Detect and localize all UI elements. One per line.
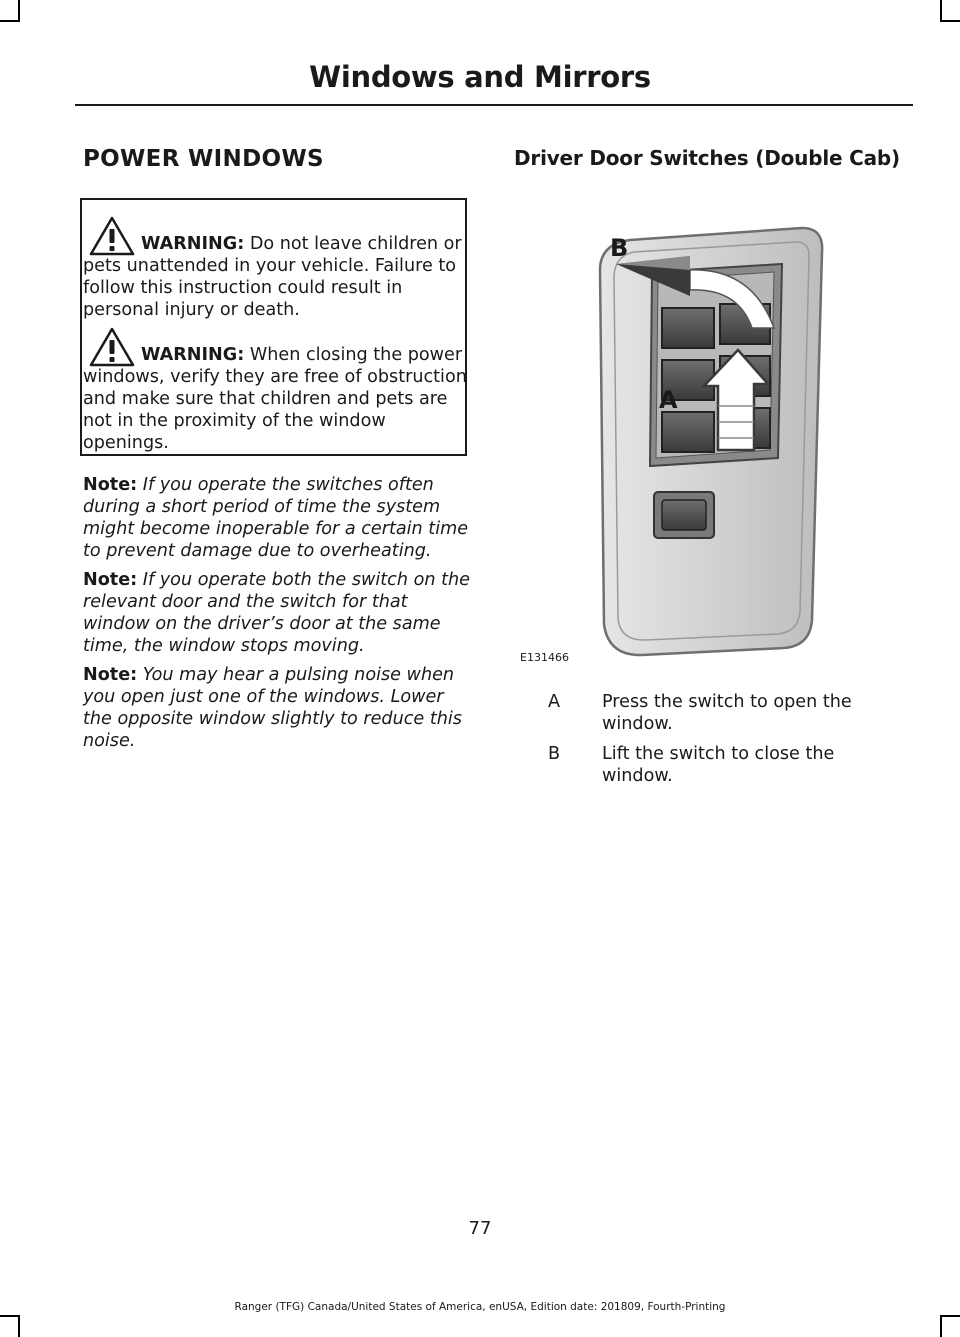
- warning-label: WARNING:: [141, 234, 245, 254]
- legend-text: Lift the switch to close the window.: [602, 744, 835, 786]
- crop-mark: [940, 1315, 960, 1317]
- header-rule: [75, 104, 913, 106]
- note-label: Note:: [83, 665, 138, 685]
- figure-section-title: Driver Door Switches (Double Cab): [514, 146, 900, 170]
- figure-code: E131466: [520, 651, 569, 664]
- crop-mark: [0, 1315, 20, 1317]
- page-footer: Ranger (TFG) Canada/United States of America, enUSA, Edition date: 201809, Fourth-Printing: [234, 1301, 726, 1313]
- crop-mark: [0, 20, 20, 22]
- crop-mark: [18, 0, 20, 22]
- note-2: [83, 569, 475, 657]
- note-label: Note:: [83, 475, 138, 495]
- note-label: Note:: [83, 570, 138, 590]
- note-text: If you operate the switches often during a short period of time the system might become inoperable for a certain time to prevent damage due to overheating.: [83, 475, 469, 561]
- note-text: You may hear a pulsing noise when you open just one of the windows. Lower the opposite window slightly to reduce this noise.: [83, 665, 462, 751]
- note-text: If you operate both the switch on the relevant door and the switch for that window on the driver’s door at the same time, the window stops moving.: [83, 570, 470, 656]
- warning-text: When closing the power windows, verify they are free of obstruction and make sure that children and pets are not in the proximity of the window openings.: [83, 345, 467, 453]
- legend-text: Press the switch to open the window.: [602, 692, 852, 734]
- driver-door-switch-illustration: [512, 200, 912, 670]
- page-header-title: Windows and Mirrors: [309, 60, 651, 94]
- crop-mark: [940, 1315, 942, 1337]
- note-3: [83, 664, 475, 752]
- page-number: 77: [468, 1218, 492, 1239]
- crop-mark: [940, 20, 960, 22]
- warning-1: [83, 233, 469, 321]
- section-title: POWER WINDOWS: [83, 146, 324, 172]
- crop-mark: [18, 1315, 20, 1337]
- warning-text: Do not leave children or pets unattended in your vehicle. Failure to follow this instruction could result in personal injury or death.: [83, 234, 462, 320]
- callout-b: B: [610, 234, 629, 262]
- warning-triangle-icon: [89, 327, 135, 367]
- warning-triangle-icon: [89, 216, 135, 256]
- warning-label: WARNING:: [141, 345, 245, 365]
- legend-key: A: [548, 692, 561, 712]
- crop-mark: [940, 0, 942, 22]
- note-1: [83, 474, 475, 562]
- warning-2: [83, 344, 469, 454]
- callout-a: A: [659, 386, 678, 414]
- legend-key: B: [548, 744, 561, 764]
